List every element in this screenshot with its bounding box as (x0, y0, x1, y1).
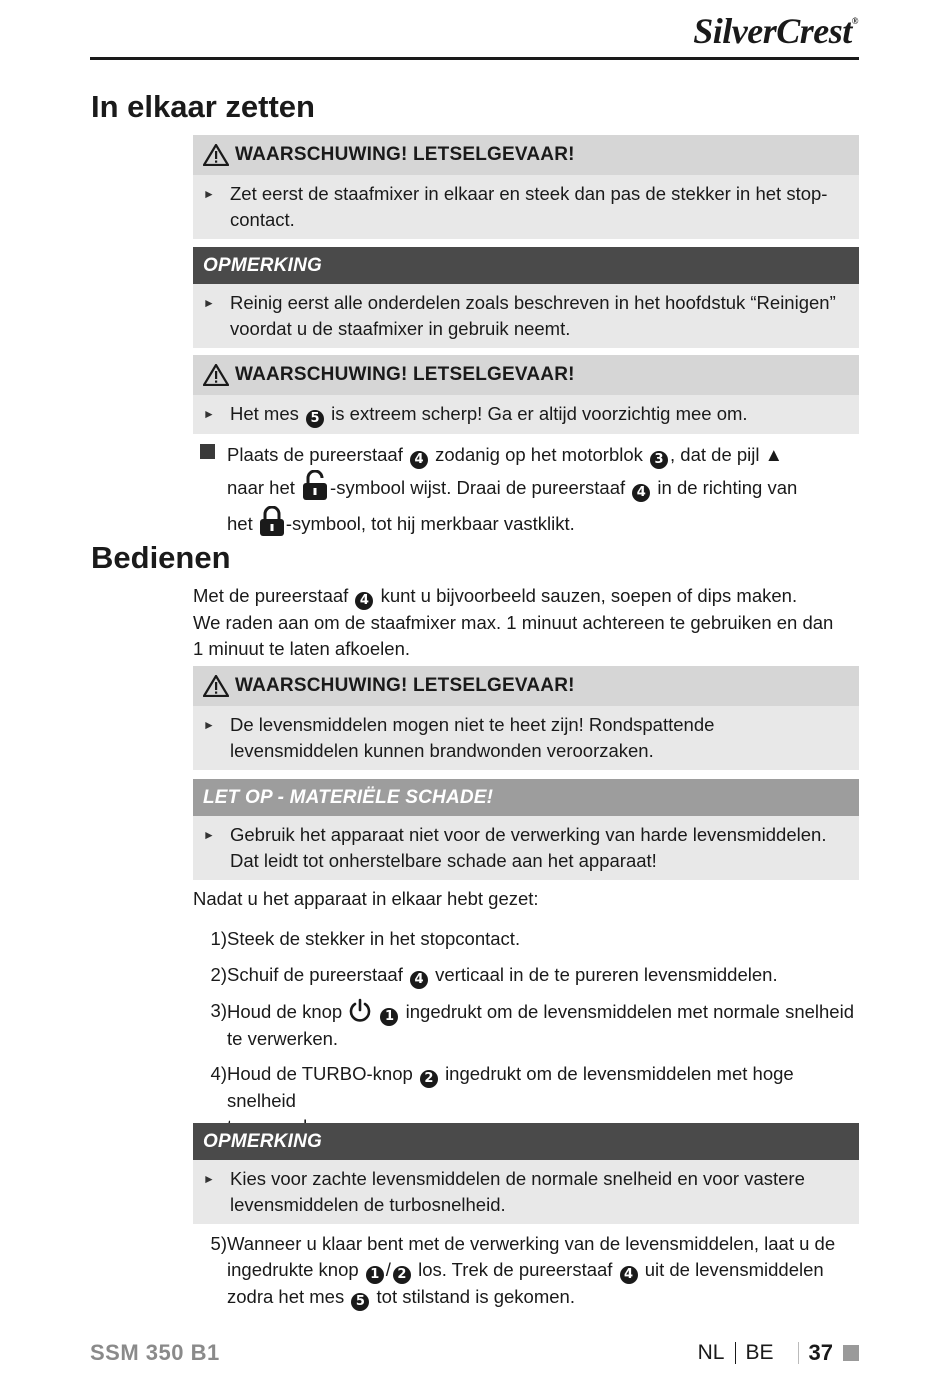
note-box-2 (193, 1123, 859, 1224)
page-number: 37 (808, 1340, 833, 1365)
language-code-2: BE (745, 1341, 774, 1364)
warning-box-1 (193, 135, 859, 239)
part-number-badge: 1 (380, 1008, 398, 1026)
note-heading: OPMERKING (193, 1123, 859, 1160)
warning-heading: WAARSCHUWING! LETSELGEVAAR! (235, 144, 575, 165)
brand-logo: SilverCrest® (693, 11, 858, 51)
note-text: Reinig eerst alle onderdelen zoals beschreven in het hoofdstuk “Reinigen” voordat u de staafmixer in gebruik neemt. (230, 292, 836, 339)
note-box-1 (193, 247, 859, 348)
part-number-badge: 4 (620, 1266, 638, 1284)
lock-icon (259, 506, 285, 536)
intro-paragraph: Met de pureerstaaf 4 kunt u bijvoorbeeld sauzen, soepen of dips maken. We raden aan om de staafmixer max. 1 minuut achtereen te gebruiken en dan 1 minuut te laten afkoelen. (193, 585, 834, 659)
note-heading: OPMERKING (193, 247, 859, 284)
instruction-text: Plaats de pureerstaaf 4 zodanig op het motorblok 3 , dat de pijl ▲ naar het -symbool wijst. Draai de pureerstaaf 4 in de richting van het -symbool, tot hij merkbaar vastklikt. (227, 444, 798, 534)
part-number-badge: 2 (420, 1070, 438, 1088)
part-number-badge: 5 (306, 410, 324, 428)
warning-heading: WAARSCHUWING! LETSELGEVAAR! (235, 675, 575, 696)
unlock-icon (301, 470, 329, 500)
note-text: Kies voor zachte levensmiddelen de normale snelheid en voor vastere levensmiddelen de turbosnelheid. (230, 1168, 805, 1215)
bullet-arrow-icon: ► (203, 296, 215, 310)
bullet-arrow-icon: ► (203, 407, 215, 421)
part-number-badge: 4 (632, 484, 650, 502)
bullet-arrow-icon: ► (203, 718, 215, 732)
part-number-badge: 4 (410, 451, 428, 469)
warning-triangle-icon (203, 675, 229, 697)
warning-box-3 (193, 666, 859, 770)
footer-page-info (698, 1340, 859, 1366)
header-rule (90, 57, 859, 60)
list-item: 3) Houd de knop 1 ingedrukt om de levensmiddelen met normale snelheid te verwerken. (210, 1000, 854, 1049)
list-item: 1) Steek de stekker in het stopcontact. (210, 928, 521, 949)
section-title-assembly: In elkaar zetten (91, 89, 315, 124)
part-number-badge: 4 (410, 971, 428, 989)
warning-box-2: WAARSCHUWING! LETSELGEVAAR! ► Het mes 5 is extreem scherp! Ga er altijd voorzichtig mee om. (193, 355, 859, 434)
part-number-badge: 2 (393, 1266, 411, 1284)
warning-heading: WAARSCHUWING! LETSELGEVAAR! (235, 364, 575, 385)
language-code: NL (697, 1341, 725, 1364)
list-item: 4) Houd de TURBO-knop 2 ingedrukt om de levensmiddelen met hoge snelheid (210, 1063, 794, 1111)
part-number-badge: 4 (355, 592, 373, 610)
caution-heading: LET OP - MATERIËLE SCHADE! (193, 779, 859, 816)
bullet-arrow-icon: ► (203, 828, 215, 842)
section-title-operating: Bedienen (91, 540, 231, 575)
list-item: 5) Wanneer u klaar bent met de verwerking van de levensmiddelen, laat u de ingedrukte knop 1 / 2 los. Trek de pureerstaaf 4 uit de levensmiddelen zodra het mes 5 tot stilstand is gekomen. (210, 1233, 836, 1309)
caution-text: Gebruik het apparaat niet voor de verwerking van harde levensmiddelen. Dat leidt tot onherstelbare schade aan het apparaat! (230, 824, 827, 871)
caution-box (193, 779, 859, 880)
warning-triangle-icon (203, 364, 229, 386)
square-marker-icon (843, 1345, 859, 1361)
after-assembly-text: Nadat u het apparaat in elkaar hebt gezet: (193, 888, 539, 909)
part-number-badge: 3 (650, 451, 668, 469)
bullet-arrow-icon: ► (203, 187, 215, 201)
power-icon (347, 998, 373, 1024)
footer-model-number: SSM 350 B1 (90, 1340, 220, 1365)
part-number-badge: 1 (366, 1266, 384, 1284)
warning-triangle-icon (203, 144, 229, 166)
part-number-badge: 5 (351, 1293, 369, 1311)
bullet-arrow-icon: ► (203, 1172, 215, 1186)
list-item: 2) Schuif de pureerstaaf 4 verticaal in de te pureren levensmiddelen. (210, 964, 778, 987)
square-bullet-icon (200, 444, 215, 459)
warning-text: Zet eerst de staafmixer in elkaar en steek dan pas de stekker in het stop-contact. (230, 183, 828, 230)
warning-text: De levensmiddelen mogen niet te heet zijn! Rondspattende levensmiddelen kunnen brandwonden veroorzaken. (230, 714, 715, 761)
